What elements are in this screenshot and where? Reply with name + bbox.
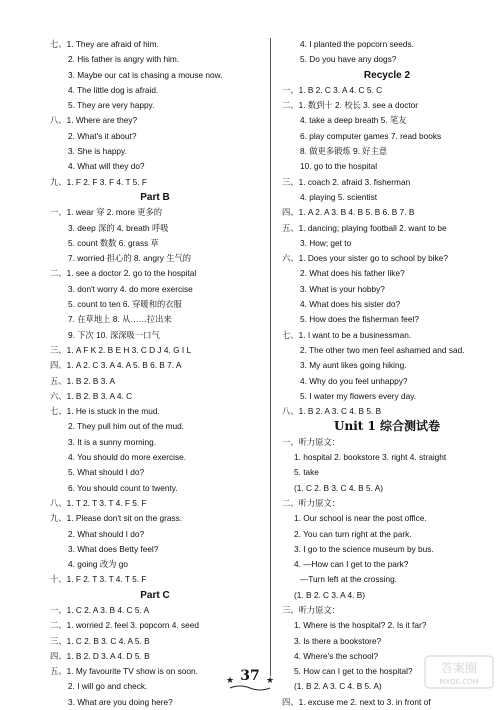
answer-line: 5. take [294, 467, 319, 478]
answer-line: 10. go to the hospital [300, 161, 378, 172]
answer-line: 七、1. They are afraid of him. [50, 39, 159, 49]
answer-line: 二、听力原文： [282, 497, 341, 508]
answer-line: 四、1. A 2. C 3. A 4. A 5. B 6. B 7. A [50, 360, 182, 371]
answer-line: 5. What should I do? [68, 467, 145, 478]
answer-line: (1. B 2. C 3. A 4. B) [294, 589, 366, 600]
answer-line: 3. I go to the science museum by bus. [294, 543, 434, 554]
answer-line: 3. deep 深的 4. breath 呼吸 [68, 222, 169, 233]
answer-line: 五、1. dancing; playing football 2. want to be [282, 222, 447, 233]
answer-line: 2. The other two men feel ashamed and sad. [300, 344, 465, 355]
answer-line: 5. How can I get to the hospital? [294, 666, 413, 677]
answer-line: 3. What is your hobby? [300, 283, 385, 294]
answer-line: 7. worried 担心的 8. angry 生气的 [68, 253, 192, 264]
answer-line: 二、1. 数到十 2. 校长 3. see a doctor [282, 100, 419, 111]
answer-line: 3. What does Betty feel? [68, 543, 159, 554]
answer-line: 2. What does his father like? [300, 268, 405, 279]
answer-line: 一、1. B 2. C 3. A 4. C 5. C [282, 84, 383, 95]
answer-line: 2. They pull him out of the mud. [68, 421, 185, 432]
answer-line: 4. take a deep breath 5. 笔友 [300, 115, 407, 126]
answer-line: 2. His father is angry with him. [68, 54, 180, 65]
star-icon-left: ★ [226, 675, 235, 685]
answer-line: 五、1. B 2. B 3. A [50, 375, 116, 386]
right-answer-column [282, 37, 492, 710]
answer-line: 三、1. C 2. B 3. C 4. A 5. B [50, 635, 150, 646]
answer-line: 九、1. F 2. F 3. F 4. T 5. F [50, 176, 147, 187]
answer-line: (1. B 2. A 3. C 4. B 5. A) [294, 681, 382, 692]
answer-line: 3. don't worry 4. do more exercise [68, 283, 193, 294]
answer-line: 4. playing 5. scientist [300, 191, 378, 202]
section-heading: Part B [140, 191, 170, 203]
answer-line: 4. —How can I get to the park? [294, 559, 409, 570]
answer-line: 5. count 数数 6. grass 草 [68, 237, 159, 248]
answer-line: 四、1. excuse me 2. next to 3. in front of [282, 696, 431, 707]
page-number: 37 [240, 668, 260, 684]
answer-line: 2. What should I do? [68, 528, 145, 539]
answer-line: 3. She is happy. [68, 146, 127, 157]
watermark-logo [424, 655, 494, 689]
answer-line: 三、1. coach 2. afraid 3. fisherman [282, 176, 411, 187]
answer-line: 八、1. T 2. T 3. T 4. F 5. F [50, 497, 147, 508]
answer-line: 5. I water my flowers every day. [300, 390, 417, 401]
answer-line: 2. You can turn right at the park. [294, 528, 412, 539]
answer-line: 3. My aunt likes going hiking. [300, 360, 407, 371]
answer-line: 一、1. wear 穿 2. more 更多的 [50, 207, 163, 218]
answer-line: 八、1. Where are they? [50, 115, 138, 126]
answer-line: 六、1. B 2. B 3. A 4. C [50, 390, 133, 401]
column-divider [270, 38, 271, 676]
decorative-wave-icon [228, 684, 272, 692]
answer-line: 三、听力原文： [282, 604, 341, 615]
answer-line: 四、1. B 2. D 3. A 4. D 5. B [50, 650, 150, 661]
answer-line: 4. Where's the school? [294, 650, 379, 661]
answer-line: 4. You should do more exercise. [68, 452, 187, 463]
answer-line: 五、1. My favourite TV show is on soon. [50, 666, 198, 677]
answer-line: 6. play computer games 7. read books [300, 130, 442, 141]
answer-line: 7. 在草地上 8. 从……拉出来 [68, 314, 172, 325]
answer-line: 1. Our school is near the post office. [294, 513, 427, 524]
answer-line: 5. count to ten 6. 穿暖和的衣服 [68, 299, 182, 310]
answer-line: 5. Do you have any dogs? [300, 54, 397, 65]
answer-line: 2. I will go and check. [68, 681, 148, 692]
svg-text:答案圈: 答案圈 [440, 661, 478, 675]
left-answer-column [50, 37, 260, 710]
answer-line: 1. hospital 2. bookstore 3. right 4. straight [294, 452, 447, 463]
answer-line: 4. The little dog is afraid. [68, 84, 159, 95]
answer-line: 2. What's it about? [68, 130, 137, 141]
answer-line: 4. I planted the popcorn seeds. [300, 39, 414, 49]
answer-line: (1. C 2. B 3. C 4. B 5. A) [294, 482, 383, 493]
answer-line: 4. What does his sister do? [300, 299, 401, 310]
answer-line: 七、1. He is stuck in the mud. [50, 406, 160, 417]
answer-line: 三、1. A F K 2. B E H 3. C D J 4. G I L [50, 344, 192, 355]
answer-line: 一、听力原文： [282, 436, 341, 447]
answer-line: 3. It is a sunny morning. [68, 436, 157, 447]
answer-line: 4. going 改为 go [68, 559, 128, 570]
answer-line: 3. Maybe our cat is chasing a mouse now. [68, 69, 223, 80]
section-heading: Recycle 2 [363, 69, 411, 81]
answer-line: 十、1. F 2. T 3. T 4. T 5. F [50, 574, 147, 585]
star-icon-right: ★ [266, 675, 275, 685]
svg-text:MXQE.COM: MXQE.COM [439, 678, 479, 686]
section-heading: Part C [140, 589, 170, 601]
answer-line: 8. 做更多锻炼 9. 好主意 [300, 146, 388, 157]
answer-line: 3. How; get to [300, 237, 352, 248]
answer-line: 5. How does the fisherman feel? [300, 314, 419, 325]
answer-line: 六、1. Does your sister go to school by bike? [282, 253, 449, 264]
answer-line: 1. Where is the hospital? 2. Is it far? [294, 620, 427, 631]
section-heading: Unit 1 综合测试卷 [334, 419, 440, 434]
answer-line: 4. What will they do? [68, 161, 145, 172]
answer-line: 一、1. C 2. A 3. B 4. C 5. A [50, 604, 150, 615]
answer-line: 七、1. I want to be a businessman. [282, 329, 412, 340]
answer-line: 二、1. worried 2. feel 3. popcorn 4. seed [50, 620, 199, 631]
answer-line: 9. 下次 10. 深深吸一口气 [68, 329, 160, 340]
answer-line: 四、1. A 2. A 3. B 4. B 5. B 6. B 7. B [282, 207, 415, 218]
answer-line: —Turn left at the crossing. [300, 574, 397, 585]
answer-line: 5. They are very happy. [68, 100, 155, 111]
answer-line: 二、1. see a doctor 2. go to the hospital [50, 268, 197, 279]
answer-line: 九、1. Please don't sit on the grass. [50, 513, 183, 524]
answer-line: 4. Why do you feel unhappy? [300, 375, 408, 386]
answer-line: 6. You should count to twenty. [68, 482, 178, 493]
answer-line: 八、1. B 2. A 3. C 4. B 5. B [282, 406, 382, 417]
answer-line: 3. What are you doing here? [68, 696, 173, 707]
answer-line: 3. Is there a bookstore? [294, 635, 382, 646]
